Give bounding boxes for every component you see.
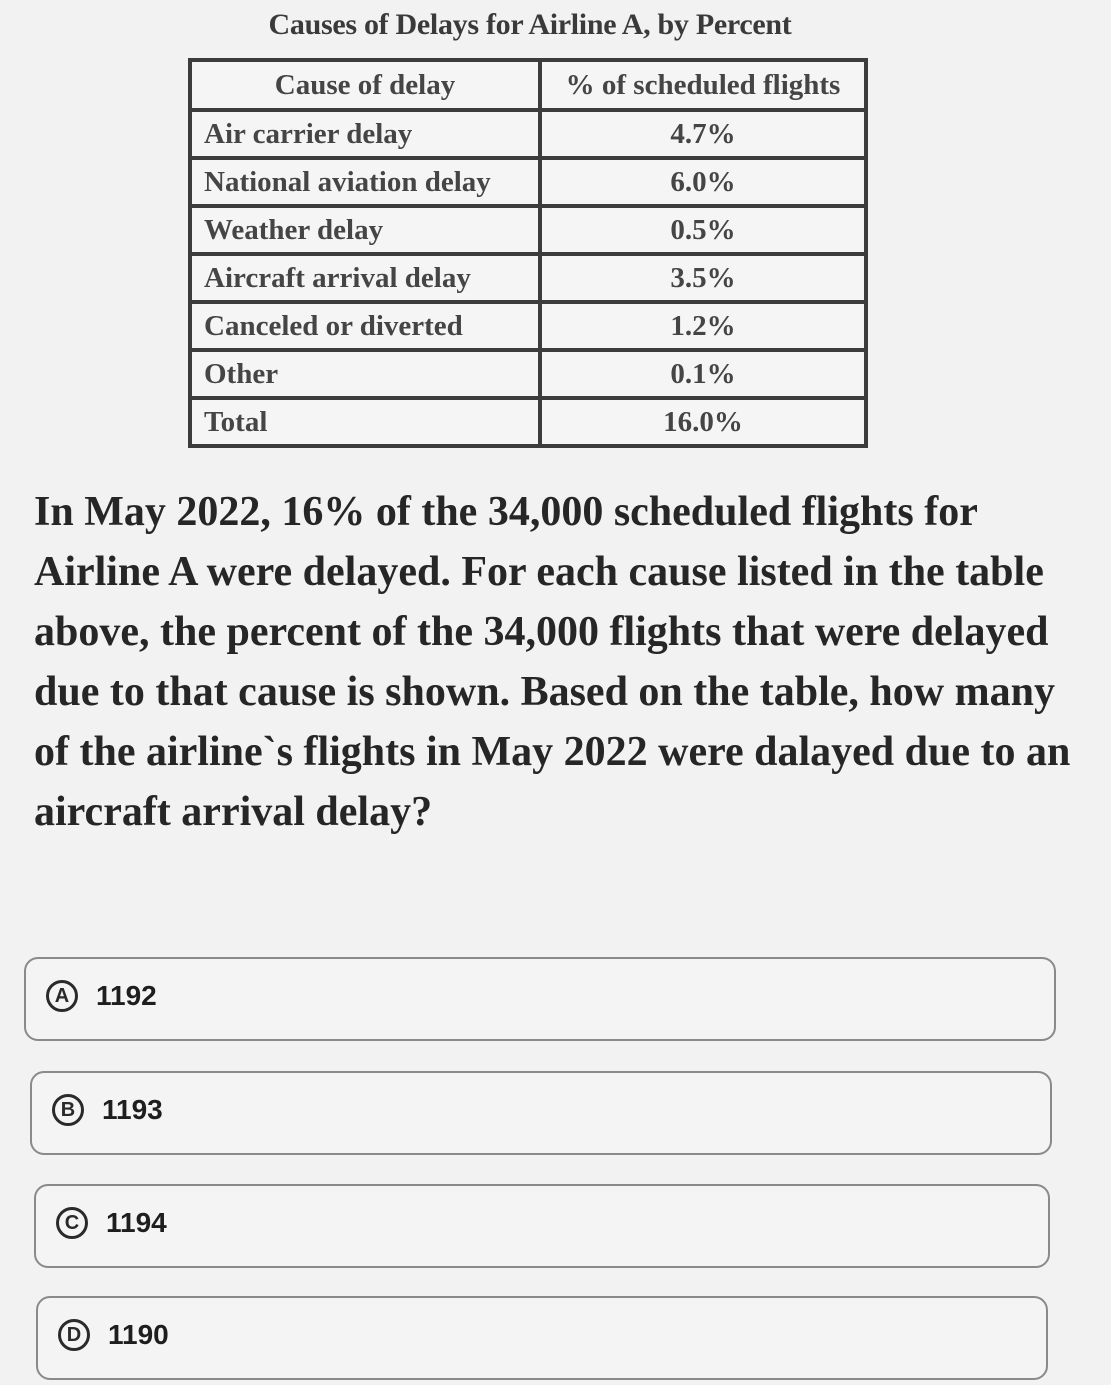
table-title: Causes of Delays for Airline A, by Percent	[268, 8, 792, 41]
cause-cell: Weather delay	[190, 206, 540, 254]
cause-cell: Air carrier delay	[190, 110, 540, 158]
percent-cell: 0.1%	[540, 350, 866, 398]
table-header-row	[190, 60, 866, 110]
table-row	[190, 254, 866, 302]
option-value: 1192	[96, 980, 157, 1011]
option-letter-c-icon: C	[56, 1207, 88, 1239]
percent-cell: 0.5%	[540, 206, 866, 254]
percent-cell: 6.0%	[540, 158, 866, 206]
percent-cell: 4.7%	[540, 110, 866, 158]
table-row	[190, 158, 866, 206]
column-header-percent: % of scheduled flights	[540, 60, 866, 110]
answer-option-a[interactable]	[24, 957, 1056, 1041]
cause-cell: Total	[190, 398, 540, 446]
cause-cell: Canceled or diverted	[190, 302, 540, 350]
answer-option-d[interactable]	[36, 1296, 1048, 1380]
cause-cell: Other	[190, 350, 540, 398]
question-text: In May 2022, 16% of the 34,000 scheduled flights for Airline A were delayed. For each cause listed in the table above, the percent of the 34,000 flights that were delayed due to that cause is shown. Based on the table, how many of the airline`s flights in May 2022 were dalayed due to an aircraft arrival delay?	[34, 489, 1071, 835]
option-letter-a-icon: A	[46, 980, 78, 1012]
percent-cell: 16.0%	[540, 398, 866, 446]
table-row	[190, 206, 866, 254]
delay-causes-table	[188, 58, 868, 448]
percent-cell: 1.2%	[540, 302, 866, 350]
option-value: 1193	[102, 1094, 163, 1125]
table-row	[190, 302, 866, 350]
table-total-row	[190, 398, 866, 446]
option-value: 1194	[106, 1207, 167, 1238]
option-value: 1190	[108, 1319, 169, 1350]
option-letter-b-icon: B	[52, 1094, 84, 1126]
cause-cell: National aviation delay	[190, 158, 540, 206]
table-row	[190, 110, 866, 158]
table-row	[190, 350, 866, 398]
answer-option-b[interactable]	[30, 1071, 1052, 1155]
column-header-cause: Cause of delay	[190, 60, 540, 110]
answer-option-c[interactable]	[34, 1184, 1050, 1268]
cause-cell: Aircraft arrival delay	[190, 254, 540, 302]
option-letter-d-icon: D	[58, 1319, 90, 1351]
percent-cell: 3.5%	[540, 254, 866, 302]
